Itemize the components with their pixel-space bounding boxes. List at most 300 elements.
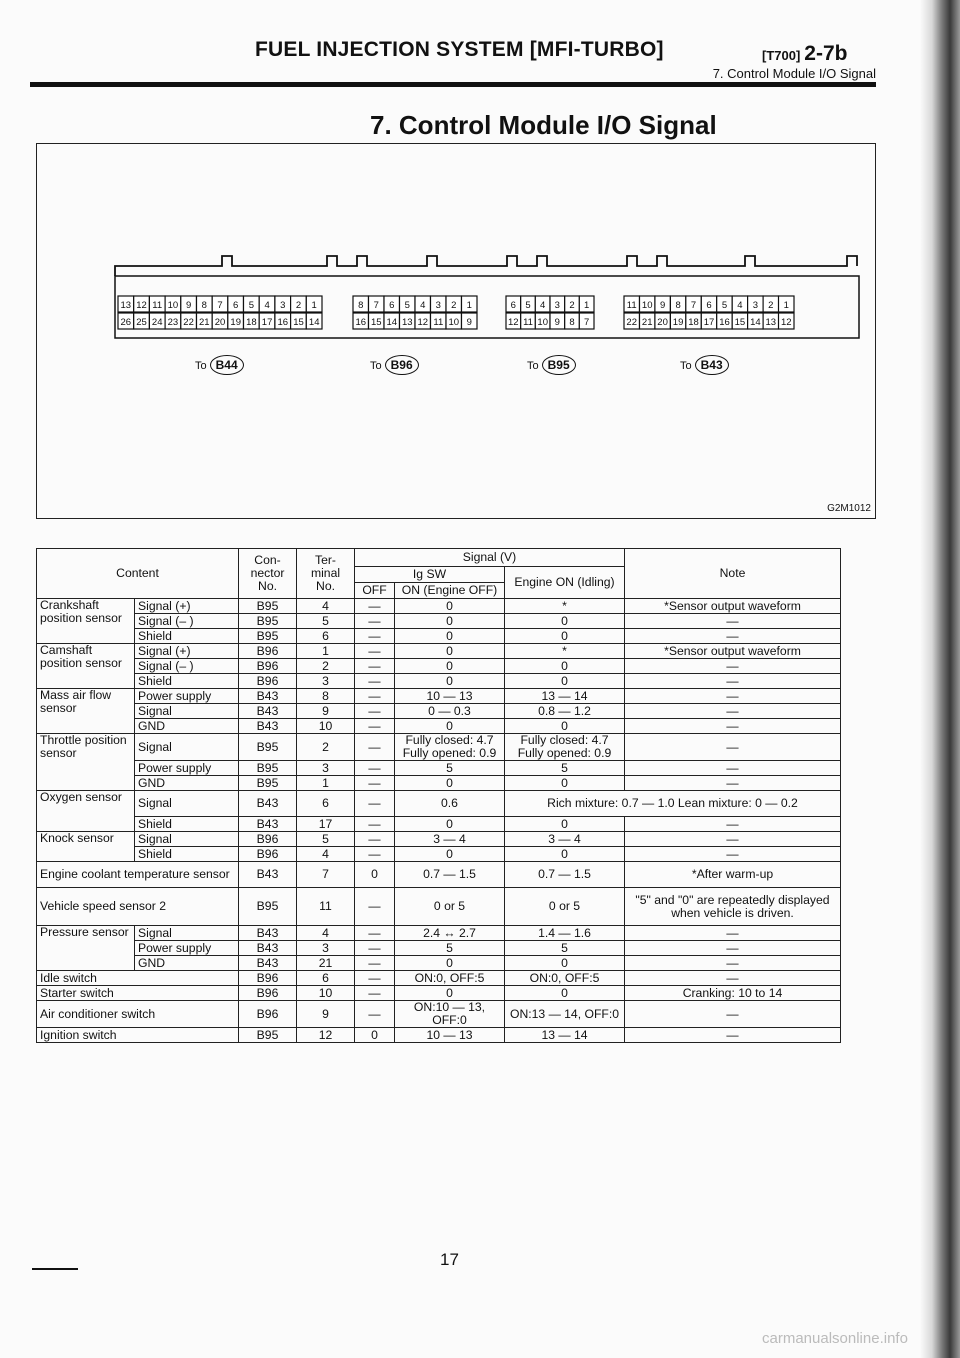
connector-pins [117, 295, 323, 331]
row-full-label: Idle switch [37, 971, 239, 986]
row-signal-off: — [355, 599, 395, 614]
row-engine-on: 0 [505, 817, 625, 832]
row-terminal: 10 [297, 986, 355, 1001]
row-sub-label: GND [135, 776, 239, 791]
pin-number: 26 [120, 317, 132, 328]
row-full-label: Ignition switch [37, 1028, 239, 1043]
row-signal-off: — [355, 776, 395, 791]
connector-id-badge: B44 [210, 355, 244, 375]
row-signal-on: 0 [395, 674, 505, 689]
pin-number: 4 [264, 300, 270, 311]
pin-number: 5 [404, 300, 410, 311]
row-connector: B43 [239, 704, 297, 719]
row-signal-on: 3 — 4 [395, 832, 505, 847]
row-signal-on: 0 [395, 847, 505, 862]
row-signal-off: — [355, 1001, 395, 1028]
row-signal-off: — [355, 644, 395, 659]
row-connector: B95 [239, 629, 297, 644]
row-engine-on: * [505, 644, 625, 659]
row-engine-on: ON:13 — 14, OFF:0 [505, 1001, 625, 1028]
pin-number: 14 [386, 317, 398, 328]
pin-number: 4 [737, 300, 743, 311]
pin-number: 12 [508, 317, 519, 328]
row-engine-on: 0 [505, 956, 625, 971]
pin-number: 21 [641, 317, 653, 328]
pin-number: 11 [523, 317, 533, 328]
row-signal-on: ON:0, OFF:5 [395, 971, 505, 986]
pin-number: 8 [358, 300, 364, 311]
pin-number: 3 [554, 300, 560, 311]
row-sub-label: Shield [135, 817, 239, 832]
header-subtitle: 7. Control Module I/O Signal [712, 66, 876, 81]
row-signal-off: — [355, 689, 395, 704]
row-note: *Sensor output waveform [625, 644, 841, 659]
row-connector: B96 [239, 847, 297, 862]
row-connector: B43 [239, 941, 297, 956]
pin-number: 2 [295, 300, 302, 311]
row-engine-on: 13 — 14 [505, 689, 625, 704]
row-terminal: 21 [297, 956, 355, 971]
row-sub-label: Power supply [135, 761, 239, 776]
table-row [37, 659, 841, 674]
pin-number: 1 [783, 300, 789, 311]
row-full-label: Air conditioner switch [37, 1001, 239, 1028]
row-connector: B95 [239, 776, 297, 791]
pin-number: 11 [152, 300, 163, 311]
table-row [37, 971, 841, 986]
row-signal-off: — [355, 986, 395, 1001]
row-signal-on: 0 or 5 [395, 888, 505, 926]
row-signal-off: 0 [355, 1028, 395, 1043]
row-sub-label: Signal [135, 832, 239, 847]
row-sub-label: Signal [135, 734, 239, 761]
row-terminal: 4 [297, 926, 355, 941]
pin-number: 8 [201, 300, 207, 311]
to-prefix: To [680, 360, 692, 372]
row-note: *After warm-up [625, 862, 841, 888]
row-note: Cranking: 10 to 14 [625, 986, 841, 1001]
row-signal-on: 0 [395, 956, 505, 971]
th-ig-sw: Ig SW [355, 567, 505, 583]
row-connector: B43 [239, 817, 297, 832]
row-signal-on: 0 [395, 599, 505, 614]
row-engine-on: 1.4 — 1.6 [505, 926, 625, 941]
row-note: — [625, 614, 841, 629]
pin-number: 9 [659, 300, 666, 311]
row-sub-label: Shield [135, 629, 239, 644]
row-connector: B96 [239, 832, 297, 847]
table-row [37, 791, 841, 817]
to-label-b43 [680, 355, 729, 375]
row-terminal: 10 [297, 719, 355, 734]
connector-pins [623, 295, 795, 331]
pin-number: 7 [690, 300, 697, 311]
row-signal-on: 0 [395, 719, 505, 734]
row-signal-on: 2.4 ↔ 2.7 [395, 926, 505, 941]
table-row [37, 776, 841, 791]
row-engine-on: 0 [505, 847, 625, 862]
table-row [37, 817, 841, 832]
row-group-label: Oxygen sensor [37, 791, 135, 832]
row-engine-on: 0 [505, 776, 625, 791]
row-signal-off: — [355, 734, 395, 761]
th-connector: Con- nector No. [239, 549, 297, 599]
row-terminal: 6 [297, 791, 355, 817]
row-signal-off: — [355, 614, 395, 629]
to-prefix: To [195, 360, 207, 372]
table-row [37, 599, 841, 614]
row-terminal: 9 [297, 704, 355, 719]
row-signal-on: 10 — 13 [395, 1028, 505, 1043]
row-signal-off: — [355, 761, 395, 776]
pin-number: 18 [688, 317, 699, 328]
row-signal-off: — [355, 971, 395, 986]
row-connector: B95 [239, 734, 297, 761]
pin-number: 6 [233, 300, 239, 311]
row-signal-off: — [355, 719, 395, 734]
row-full-label: Starter switch [37, 986, 239, 1001]
pin-number: 10 [167, 300, 179, 311]
pin-number: 7 [373, 300, 379, 311]
row-signal-on: 5 [395, 941, 505, 956]
row-terminal: 17 [297, 817, 355, 832]
row-sub-label: Signal (+) [135, 644, 239, 659]
row-group-label: Throttle position sensor [37, 734, 135, 791]
connector-id-badge: B95 [542, 355, 576, 375]
row-engine-on: 13 — 14 [505, 1028, 625, 1043]
row-signal-on: 0 [395, 817, 505, 832]
row-connector: B43 [239, 956, 297, 971]
row-note: — [625, 817, 841, 832]
pin-number: 1 [311, 300, 317, 311]
row-engine-on-note: Rich mixture: 0.7 — 1.0 Lean mixture: 0 — 0.2 [505, 791, 841, 817]
row-signal-off: — [355, 847, 395, 862]
pin-number: 17 [261, 317, 273, 328]
row-terminal: 4 [297, 847, 355, 862]
row-sub-label: Shield [135, 674, 239, 689]
th-off: OFF [355, 583, 395, 599]
header-code [762, 42, 847, 66]
row-signal-on: 0 [395, 776, 505, 791]
row-note: — [625, 629, 841, 644]
pin-number: 11 [626, 300, 637, 311]
row-sub-label: Signal [135, 704, 239, 719]
row-terminal: 12 [297, 1028, 355, 1043]
row-signal-on: 0 [395, 659, 505, 674]
row-terminal: 6 [297, 971, 355, 986]
row-terminal: 2 [297, 659, 355, 674]
pin-number: 8 [569, 317, 575, 328]
row-terminal: 5 [297, 614, 355, 629]
connector-pins [352, 295, 478, 331]
pin-number: 19 [672, 317, 684, 328]
row-note: — [625, 734, 841, 761]
row-engine-on: 3 — 4 [505, 832, 625, 847]
pin-number: 24 [151, 317, 163, 328]
row-note: — [625, 704, 841, 719]
th-signal: Signal (V) [355, 549, 625, 567]
row-terminal: 3 [297, 761, 355, 776]
pin-number: 3 [752, 300, 759, 311]
row-sub-label: Signal [135, 791, 239, 817]
connector-id-badge: B43 [695, 355, 729, 375]
pin-number: 5 [248, 300, 255, 311]
row-engine-on: * [505, 599, 625, 614]
pin-number: 25 [136, 317, 147, 328]
row-terminal: 11 [297, 888, 355, 926]
row-group-label: Pressure sensor [37, 926, 135, 971]
row-sub-label: Signal (– ) [135, 659, 239, 674]
row-full-label: Vehicle speed sensor 2 [37, 888, 239, 926]
row-terminal: 5 [297, 832, 355, 847]
table-row [37, 719, 841, 734]
row-signal-off: — [355, 941, 395, 956]
pin-number: 8 [675, 300, 681, 311]
th-note: Note [625, 549, 841, 599]
row-signal-on: 0.7 — 1.5 [395, 862, 505, 888]
row-connector: B95 [239, 614, 297, 629]
pin-number: 10 [641, 300, 653, 311]
table-row [37, 704, 841, 719]
pin-number: 11 [433, 317, 444, 328]
pin-number: 12 [136, 300, 147, 311]
row-engine-on: 0 [505, 719, 625, 734]
row-signal-off: — [355, 888, 395, 926]
row-signal-off: — [355, 791, 395, 817]
row-sub-label: Signal (– ) [135, 614, 239, 629]
connector-b96 [352, 295, 478, 336]
row-note: — [625, 971, 841, 986]
table-row [37, 941, 841, 956]
pin-number: 6 [389, 300, 395, 311]
row-connector: B96 [239, 986, 297, 1001]
row-connector: B95 [239, 1028, 297, 1043]
row-terminal: 7 [297, 862, 355, 888]
header-rule [30, 82, 876, 87]
row-group-label: Camshaft position sensor [37, 644, 135, 689]
table-row [37, 956, 841, 971]
row-engine-on: 0 or 5 [505, 888, 625, 926]
pin-number: 18 [246, 317, 257, 328]
pin-number: 7 [584, 317, 590, 328]
row-note: — [625, 926, 841, 941]
pin-number: 20 [214, 317, 226, 328]
pin-number: 13 [765, 317, 777, 328]
row-connector: B96 [239, 971, 297, 986]
table-row [37, 1028, 841, 1043]
pin-number: 16 [355, 317, 367, 328]
row-sub-label: Power supply [135, 689, 239, 704]
row-group-label: Crankshaft position sensor [37, 599, 135, 644]
header-code-ref: [T700] [762, 48, 801, 63]
th-on-engine-off: ON (Engine OFF) [395, 583, 505, 599]
row-note: — [625, 1028, 841, 1043]
connector-pins [505, 295, 595, 331]
pin-number: 12 [417, 317, 429, 328]
pin-number: 23 [167, 317, 179, 328]
pin-number: 20 [657, 317, 668, 328]
row-terminal: 2 [297, 734, 355, 761]
row-connector: B96 [239, 659, 297, 674]
to-label-b44 [195, 355, 244, 375]
row-signal-on: 0 [395, 986, 505, 1001]
pin-number: 10 [537, 317, 548, 328]
th-engine-on: Engine ON (Idling) [505, 567, 625, 599]
row-full-label: Engine coolant temperature sensor [37, 862, 239, 888]
row-connector: B95 [239, 761, 297, 776]
footer-watermark: carmanualsonline.info [762, 1330, 908, 1347]
pin-number: 14 [308, 317, 320, 328]
row-connector: B95 [239, 888, 297, 926]
table-row [37, 847, 841, 862]
row-connector: B43 [239, 791, 297, 817]
th-content: Content [37, 549, 239, 599]
pin-number: 5 [721, 300, 728, 311]
row-engine-on: ON:0, OFF:5 [505, 971, 625, 986]
row-note: — [625, 761, 841, 776]
row-terminal: 8 [297, 689, 355, 704]
row-note: — [625, 956, 841, 971]
to-label-b95 [527, 355, 576, 375]
pin-number: 22 [626, 317, 637, 328]
row-signal-on: 0.6 [395, 791, 505, 817]
row-signal-on: ON:10 — 13, OFF:0 [395, 1001, 505, 1028]
row-sub-label: Power supply [135, 941, 239, 956]
th-terminal: Ter- minal No. [297, 549, 355, 599]
row-engine-on: 0.7 — 1.5 [505, 862, 625, 888]
to-prefix: To [370, 360, 382, 372]
row-sub-label: GND [135, 719, 239, 734]
header-page-id: 2-7b [804, 42, 848, 65]
pin-number: 5 [525, 300, 531, 311]
row-signal-on: Fully closed: 4.7 Fully opened: 0.9 [395, 734, 505, 761]
pin-number: 16 [719, 317, 730, 328]
row-terminal: 3 [297, 674, 355, 689]
connector-id-badge: B96 [385, 355, 419, 375]
table-row [37, 734, 841, 761]
row-note: *Sensor output waveform [625, 599, 841, 614]
row-engine-on: 0 [505, 614, 625, 629]
table-row [37, 761, 841, 776]
pin-number: 9 [554, 317, 560, 328]
row-terminal: 1 [297, 776, 355, 791]
row-engine-on: 0.8 — 1.2 [505, 704, 625, 719]
pin-number: 15 [734, 317, 746, 328]
table-row [37, 926, 841, 941]
row-sub-label: Shield [135, 847, 239, 862]
row-signal-off: 0 [355, 862, 395, 888]
page-heading: 7. Control Module I/O Signal [370, 110, 717, 140]
connector-b44 [117, 295, 323, 336]
row-connector: B43 [239, 719, 297, 734]
row-group-label: Knock sensor [37, 832, 135, 862]
pin-number: 16 [277, 317, 289, 328]
row-signal-on: 0 [395, 614, 505, 629]
row-signal-on: 0 [395, 644, 505, 659]
row-engine-on: 0 [505, 659, 625, 674]
pin-number: 2 [451, 300, 457, 311]
row-note: — [625, 832, 841, 847]
pin-number: 1 [466, 300, 472, 311]
row-note: — [625, 659, 841, 674]
io-signal-table [36, 548, 841, 1043]
row-signal-off: — [355, 926, 395, 941]
pin-number: 13 [120, 300, 132, 311]
row-connector: B43 [239, 926, 297, 941]
pin-number: 14 [750, 317, 761, 328]
pin-number: 19 [230, 317, 241, 328]
row-signal-off: — [355, 817, 395, 832]
pin-number: 21 [199, 317, 210, 328]
pin-number: 2 [768, 300, 774, 311]
row-signal-off: — [355, 956, 395, 971]
pin-number: 2 [569, 300, 575, 311]
row-signal-off: — [355, 629, 395, 644]
table-row [37, 862, 841, 888]
row-terminal: 9 [297, 1001, 355, 1028]
row-connector: B96 [239, 644, 297, 659]
table-row [37, 689, 841, 704]
row-signal-off: — [355, 704, 395, 719]
row-sub-label: Signal (+) [135, 599, 239, 614]
row-engine-on: 0 [505, 674, 625, 689]
pin-number: 1 [584, 300, 590, 311]
row-connector: B43 [239, 862, 297, 888]
row-note: — [625, 689, 841, 704]
row-engine-on: 5 [505, 761, 625, 776]
pin-number: 9 [185, 300, 192, 311]
table-row [37, 888, 841, 926]
row-note: — [625, 719, 841, 734]
table-row [37, 674, 841, 689]
table-row [37, 1001, 841, 1028]
row-signal-on: 0 — 0.3 [395, 704, 505, 719]
pin-number: 3 [435, 300, 441, 311]
table-row [37, 832, 841, 847]
pin-number: 12 [781, 317, 792, 328]
pin-number: 17 [703, 317, 715, 328]
page-number: 17 [440, 1250, 459, 1269]
row-note: "5" and "0" are repeatedly displayed when vehicle is driven. [625, 888, 841, 926]
pin-number: 7 [217, 300, 223, 311]
row-connector: B43 [239, 689, 297, 704]
to-prefix: To [527, 360, 539, 372]
table-row [37, 986, 841, 1001]
pin-number: 22 [183, 317, 194, 328]
pin-number: 4 [420, 300, 426, 311]
row-engine-on: 5 [505, 941, 625, 956]
row-terminal: 6 [297, 629, 355, 644]
pin-number: 13 [402, 317, 413, 328]
io-table-body [37, 599, 841, 1043]
row-signal-off: — [355, 659, 395, 674]
row-note: — [625, 1001, 841, 1028]
row-group-label: Mass air flow sensor [37, 689, 135, 734]
row-signal-off: — [355, 674, 395, 689]
row-connector: B96 [239, 674, 297, 689]
header-title: FUEL INJECTION SYSTEM [MFI-TURBO] [255, 38, 664, 61]
scan-edge-strip [920, 0, 960, 1358]
table-row [37, 644, 841, 659]
row-note: — [625, 847, 841, 862]
row-engine-on: 0 [505, 986, 625, 1001]
figure-code: G2M1012 [827, 503, 871, 514]
row-terminal: 3 [297, 941, 355, 956]
table-row [37, 614, 841, 629]
row-engine-on: 0 [505, 629, 625, 644]
connector-b43 [623, 295, 795, 336]
row-sub-label: Signal [135, 926, 239, 941]
